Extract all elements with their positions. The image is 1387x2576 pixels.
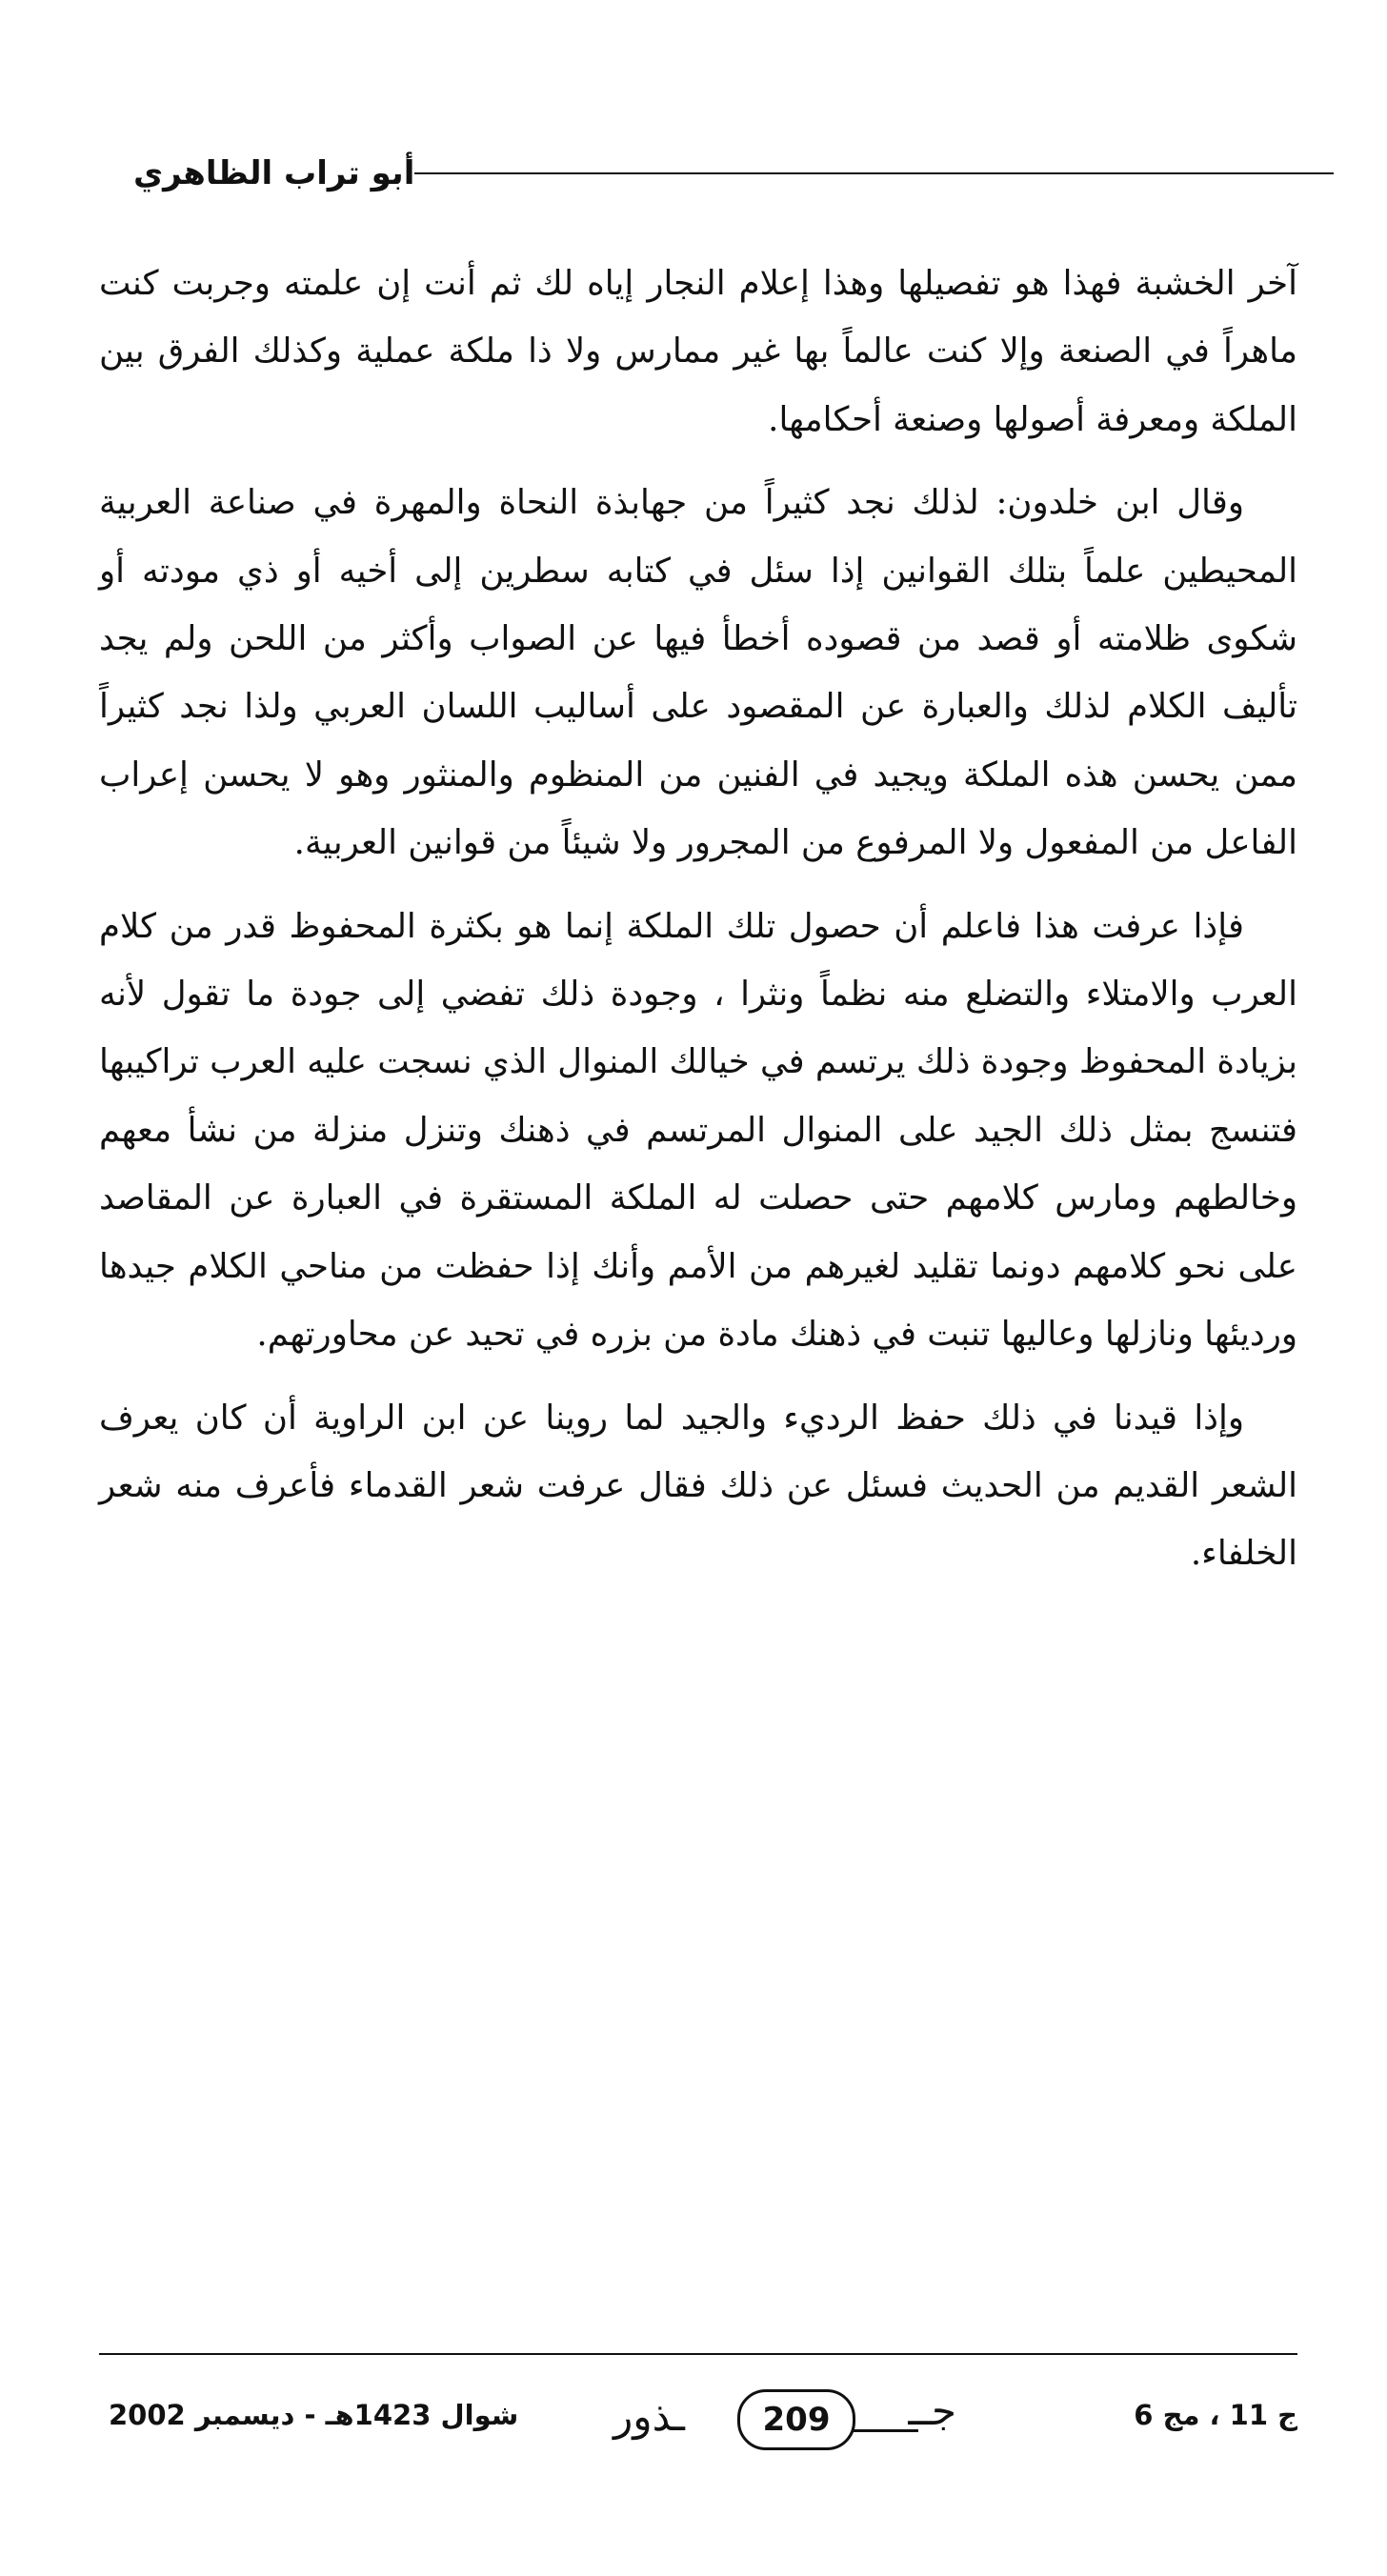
article-body (99, 250, 1297, 1603)
header-rule (414, 172, 1334, 174)
logo-text-left: ـذور (613, 2393, 685, 2440)
footer-rule (99, 2353, 1297, 2355)
author-name: أبو تراب الظاهري (133, 154, 415, 192)
issue-number: ج 11 ، مج 6 (1134, 2399, 1297, 2431)
logo-text-right: جــ (908, 2387, 956, 2434)
issue-date: شوال 1423هـ - ديسمبر 2002 (109, 2399, 519, 2431)
paragraph-2: وقال ابن خلدون: لذلك نجد كثيراً من جهابذة النحاة والمهرة في صناعة العربية المحيطين علماً بتلك القوانين إذا سئل في كتابه سطرين إلى أخيه أو ذي مودته أو شكوى ظلامته أو قصد من قصوده أخطأ فيها عن الصواب وأكثر من اللحن ولم يجد تأليف الكلام لذلك والعبارة عن المقصود على أساليب اللسان العربي ولذا نجد كثيراً ممن يحسن هذه الملكة ويجيد في الفنين من المنظوم والمنثور وهو لا يحسن إعراب الفاعل من المفعول ولا المرفوع من المجرور ولا شيئاً من قوانين العربية. (99, 483, 1297, 863)
paragraph-4: وإذا قيدنا في ذلك حفظ الرديء والجيد لما روينا عن ابن الراوية أن كان يعرف الشعر القديم من الحديث فسئل عن ذلك فقال عرفت شعر القدماء فأعرف منه شعر الخلفاء. (99, 1398, 1297, 1574)
journal-logo (613, 2382, 956, 2458)
paragraph-3: فإذا عرفت هذا فاعلم أن حصول تلك الملكة إنما هو بكثرة المحفوظ قدر من كلام العرب والامتلاء والتضلع منه نظماً ونثرا ، وجودة ذلك تفضي إلى جودة ما تقول لأنه بزيادة المحفوظ وجودة ذلك يرتسم في خيالك المنوال الذي نسجت عليه العرب تراكيبها فتنسج بمثل ذلك الجيد على المنوال المرتسم في ذهنك وتنزل منزلة من نشأ معهم وخالطهم ومارس كلامهم حتى حصلت له الملكة المستقرة في العبارة عن المقاصد على نحو كلامهم دونما تقليد لغيرهم من الأمم وأنك إذا حفظت من مناحي الكلام جيدها ورديئها ونازلها وعاليها تنبت في ذهنك مادة من بزره في تحيد عن محاورتهم. (99, 906, 1297, 1355)
running-header (112, 143, 1334, 204)
paragraph-1: آخر الخشبة فهذا هو تفصيلها وهذا إعلام النجار إياه لك ثم أنت إن علمته وجربت كنت ماهراً في الصنعة وإلا كنت عالماً بها غير ممارس ولا ذا ملكة عملية وكذلك الفرق بين الملكة ومعرفة أصولها وصنعة أحكامها. (99, 264, 1297, 439)
page-footer (99, 2382, 1297, 2458)
page-number: 209 (737, 2389, 855, 2450)
